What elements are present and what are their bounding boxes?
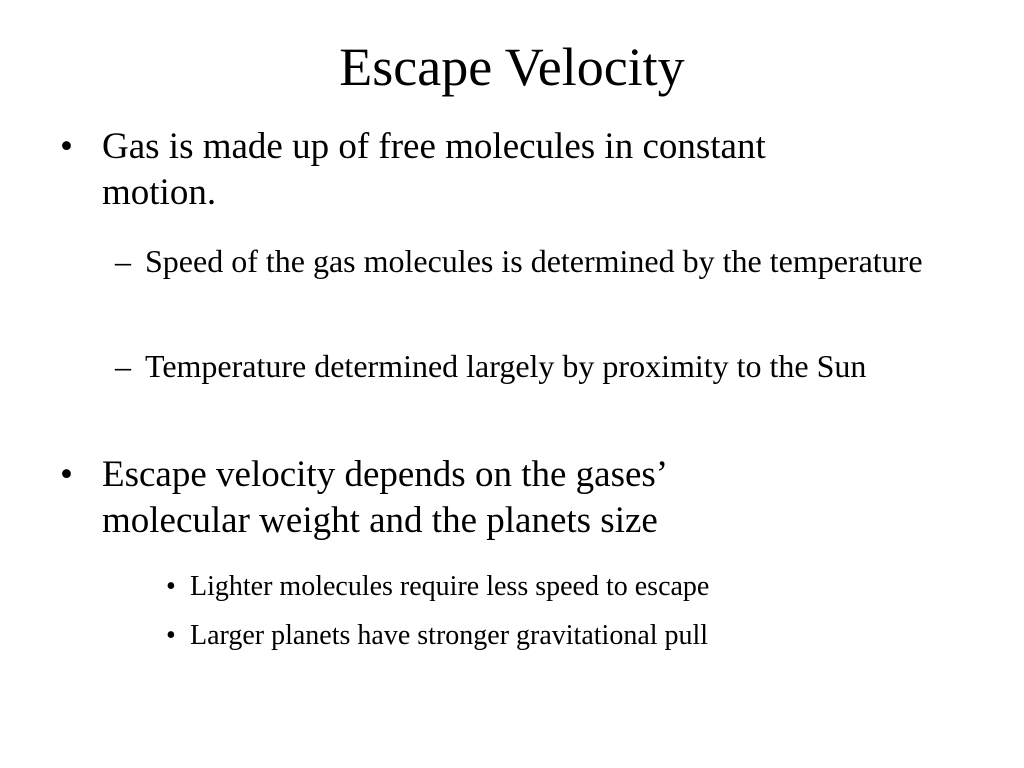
bullet-marker: •	[60, 454, 73, 495]
bullet-marker: •	[60, 126, 73, 167]
subbullet-text: Lighter molecules require less speed to escape	[190, 571, 710, 602]
bullet-text: Gas is made up of free molecules in constant motion.	[102, 126, 766, 213]
bullet-item	[60, 452, 820, 552]
slide-title: Escape Velocity	[339, 37, 685, 97]
bullet-item	[60, 124, 820, 224]
dash-marker: –	[115, 348, 131, 384]
subbullet-item	[115, 344, 965, 439]
subbullet-item	[115, 239, 965, 334]
subbullet-text: Temperature determined largely by proximity to the Sun	[145, 348, 867, 384]
subbullet-text: Larger planets have stronger gravitational pull	[190, 620, 709, 651]
dash-marker: –	[115, 243, 131, 279]
subbullet-item	[166, 562, 926, 611]
bullet-text: Escape velocity depends on the gases’ molecular weight and the planets size	[102, 454, 666, 541]
subbullet-text: Speed of the gas molecules is determined by the temperature	[145, 243, 923, 279]
bullet-marker: •	[166, 620, 176, 651]
bullet-marker: •	[166, 571, 176, 602]
subbullet-item	[166, 611, 926, 660]
